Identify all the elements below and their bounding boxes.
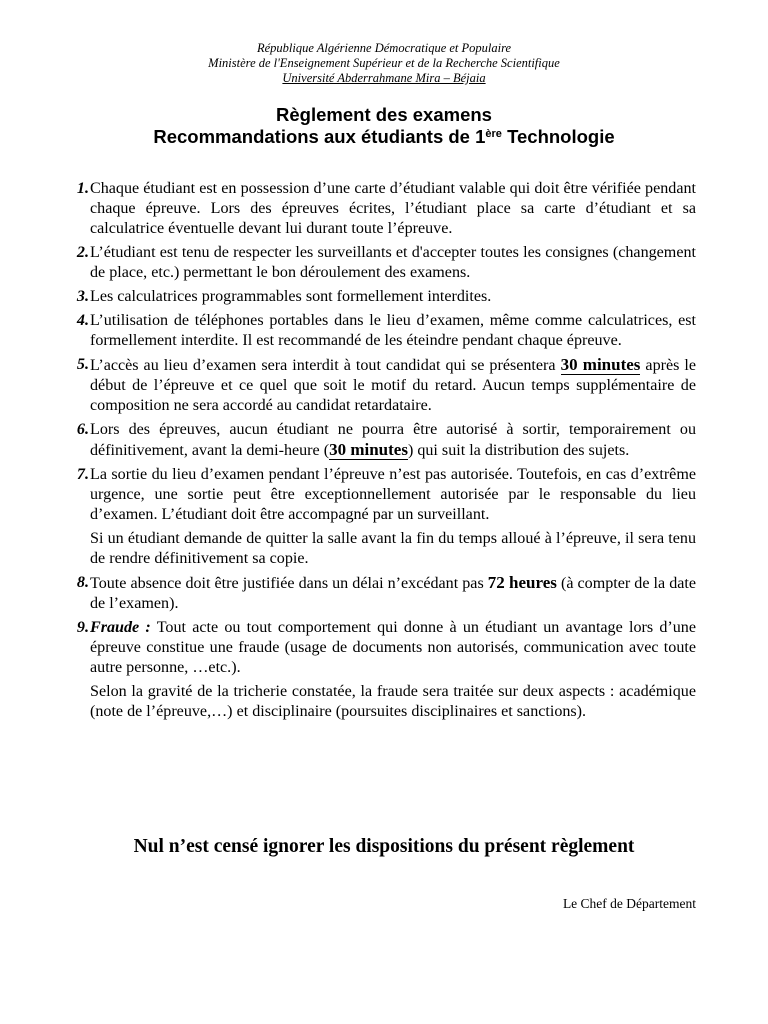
rule-text: La sortie du lieu d’examen pendant l’épreuve n’est pas autorisée. Toutefois, en cas d’extrême urgence, une sortie peut être exceptionnellement autorisée par le responsable du lieu d’examen. L’étudiant doit être accompagné par un surveillant. [90, 466, 696, 523]
emphasis-duration: 30 minutes [329, 440, 408, 459]
rule-number: 3. [76, 288, 89, 305]
rule-text: Chaque étudiant est en possession d’une carte d’étudiant valable qui doit être vérifiée pendant chaque épreuve. Lors des épreuves écrites, l’étudiant place sa carte d’étudiant et sa calculatrice éventuelle devant lui durant toute l’épreuve. [90, 180, 696, 237]
document-title [0, 104, 768, 148]
rule-item-9 [68, 618, 696, 722]
rule-body [89, 465, 696, 569]
rule-number: 8. [76, 574, 89, 591]
rule-subparagraph: Si un étudiant demande de quitter la salle avant la fin du temps alloué à l’épreuve, il sera tenu de rendre définitivement sa copie. [90, 530, 696, 567]
header-republic: République Algérienne Démocratique et Populaire [256, 41, 512, 55]
title-sub-after: Technologie [501, 126, 615, 147]
fraud-label: Fraude : [90, 619, 151, 636]
title-sub-superscript: ère [485, 128, 502, 140]
title-sub-before: Recommandations aux étudiants de 1 [153, 126, 486, 147]
rule-text-after: ) qui suit la distribution des sujets. [407, 442, 630, 459]
title-sub [0, 126, 768, 148]
rule-item-2 [68, 243, 696, 283]
header-ministry: Ministère de l'Enseignement Supérieur et de la Recherche Scientifique [208, 56, 560, 70]
rule-text [90, 618, 696, 678]
rule-number: 4. [76, 312, 89, 329]
rule-number: 6. [76, 421, 89, 438]
rule-number: 9. [76, 619, 89, 636]
rule-text: Les calculatrices programmables sont formellement interdites. [90, 288, 492, 305]
emphasis-deadline: 72 heures [487, 573, 557, 592]
rule-number: 1. [76, 180, 89, 197]
rule-number: 2. [76, 244, 89, 261]
rule-subparagraph: Selon la gravité de la tricherie constatée, la fraude sera traitée sur deux aspects : académique (note de l’épreuve,…) et disciplinaire (poursuites disciplinaires et sanctions). [90, 683, 696, 720]
rule-text-before: Lors des épreuves, aucun étudiant ne pourra être autorisé à sortir, temporairement ou définitivement, avant la demi-heure ( [90, 421, 696, 459]
rule-text-before: L’accès au lieu d’examen sera interdit à tout candidat qui se présentera [90, 357, 561, 374]
rule-item-7 [68, 465, 696, 569]
header-university: Université Abderrahmane Mira – Béjaia [282, 71, 486, 85]
signature-line: Le Chef de Département [562, 896, 696, 911]
rule-text-after: après le début de l’épreuve et ce quel que soit le motif du retard. Aucun temps supplémentaire de composition ne sera accordé au candidat retardataire. [90, 357, 697, 414]
rules-list [68, 179, 696, 726]
rule-item-3 [68, 287, 696, 307]
title-main: Règlement des examens [276, 104, 492, 125]
rule-item-8 [68, 573, 696, 614]
rule-text-main: Tout acte ou tout comportement qui donne à un étudiant un avantage lors d’une épreuve constitue une fraude (usage de documents non autorisés, communication avec toute autre personne, …etc.). [90, 619, 696, 676]
closing-statement: Nul n’est censé ignorer les dispositions du présent règlement [133, 836, 635, 857]
rule-body [89, 618, 696, 722]
rule-text [89, 573, 696, 614]
rule-item-6 [68, 420, 696, 461]
rule-text [89, 420, 696, 461]
rule-item-4 [68, 311, 696, 351]
rule-number: 5. [76, 356, 89, 373]
rule-text: L’étudiant est tenu de respecter les surveillants et d'accepter toutes les consignes (changement de place, etc.) permettant le bon déroulement des examens. [90, 244, 696, 281]
document-header [0, 41, 768, 86]
rule-number: 7. [76, 466, 89, 483]
emphasis-duration: 30 minutes [560, 355, 641, 374]
rule-text-before: Toute absence doit être justifiée dans un délai n’excédant pas [90, 575, 488, 592]
rule-text-after: (à compter de la date de l’examen). [90, 575, 696, 612]
rule-text [89, 355, 696, 416]
rule-item-1 [68, 179, 696, 239]
rule-item-5 [68, 355, 696, 416]
rule-text: L’utilisation de téléphones portables dans le lieu d’examen, même comme calculatrices, est formellement interdite. Il est recommandé de les éteindre pendant chaque épreuve. [90, 312, 696, 349]
